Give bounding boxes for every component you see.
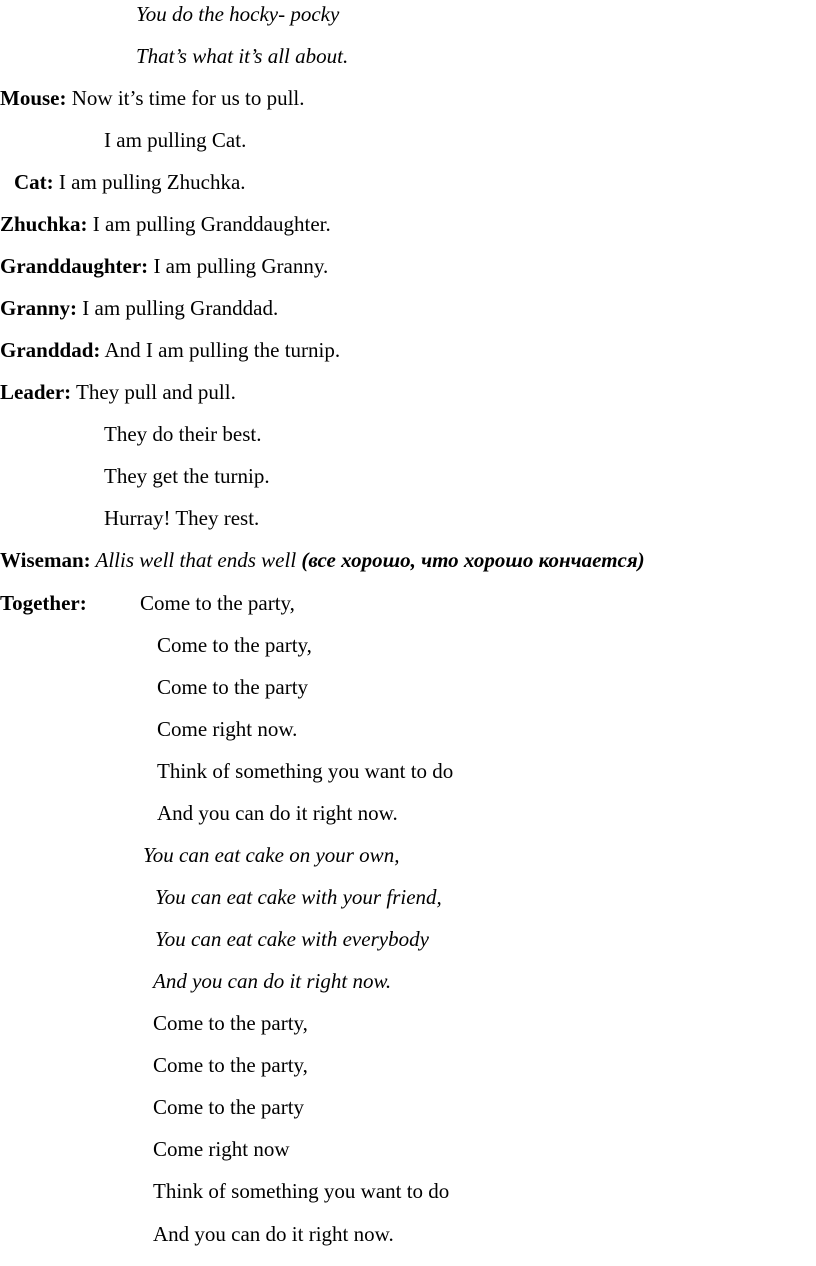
- line-text: They get the turnip.: [104, 464, 270, 488]
- line-text: Come to the party: [153, 1095, 305, 1119]
- script-line: [0, 591, 87, 615]
- script-line: [153, 969, 391, 993]
- speaker-label: Together:: [0, 591, 87, 615]
- script-line: [104, 422, 261, 446]
- script-line: [155, 927, 429, 951]
- speaker-label: Granddaughter:: [0, 254, 149, 278]
- line-text: (все хорошо, что хорошо кончается): [301, 548, 645, 572]
- speaker-label: Cat:: [14, 170, 54, 194]
- line-text: And I am pulling the turnip.: [100, 338, 341, 362]
- script-line: [157, 675, 308, 699]
- speaker-label: Leader:: [0, 380, 72, 404]
- line-text: They do their best.: [104, 422, 262, 446]
- script-line: [157, 759, 453, 783]
- script-line: [157, 633, 312, 657]
- script-line: [153, 1222, 394, 1246]
- line-text: Think of something you want to do: [157, 759, 454, 783]
- line-text: And you can do it right now.: [153, 969, 392, 993]
- script-line: [0, 380, 236, 404]
- script-line: [0, 86, 305, 110]
- speaker-label: Granny:: [0, 296, 78, 320]
- line-text: You can eat cake on your own,: [143, 843, 400, 867]
- line-text: You can eat cake with everybody: [155, 927, 429, 951]
- script-line: [0, 212, 331, 236]
- line-text: I am pulling Cat.: [104, 128, 247, 152]
- line-text: I am pulling Zhuchka.: [53, 170, 246, 194]
- script-line: [136, 44, 348, 68]
- script-line: [0, 296, 278, 320]
- line-text: Come to the party: [157, 675, 309, 699]
- line-text: And you can do it right now.: [153, 1222, 394, 1246]
- speaker-label: Zhuchka:: [0, 212, 88, 236]
- line-text: You can eat cake with your friend,: [155, 885, 442, 909]
- line-text: And you can do it right now.: [157, 801, 398, 825]
- script-line: [153, 1137, 290, 1161]
- script-line: [153, 1095, 304, 1119]
- line-text: Come to the party,: [140, 591, 295, 615]
- line-text: Hurray! They rest.: [104, 506, 260, 530]
- line-text: You do the hocky- pocky: [136, 2, 340, 26]
- script-line: [0, 338, 340, 362]
- line-text: Come right now.: [157, 717, 298, 741]
- script-line: [153, 1179, 449, 1203]
- script-line: [153, 1053, 308, 1077]
- line-text: Think of something you want to do: [153, 1179, 450, 1203]
- script-line: [153, 1011, 308, 1035]
- line-text: I am pulling Granny.: [148, 254, 329, 278]
- script-line: [14, 170, 246, 194]
- line-text: Come to the party,: [153, 1053, 308, 1077]
- script-line: [143, 843, 399, 867]
- script-line: [157, 717, 297, 741]
- line-text: They pull and pull.: [71, 380, 236, 404]
- line-text: Come right now: [153, 1137, 290, 1161]
- script-line: [0, 548, 645, 572]
- script-line: [104, 464, 270, 488]
- line-text: Now it’s time for us to pull.: [66, 86, 305, 110]
- line-text: I am pulling Granddad.: [77, 296, 279, 320]
- speaker-label: Granddad:: [0, 338, 101, 362]
- line-text: Allis well that ends well: [90, 548, 302, 572]
- line-text: That’s what it’s all about.: [136, 44, 349, 68]
- script-line: [104, 128, 246, 152]
- script-line: [136, 2, 339, 26]
- line-text: I am pulling Granddaughter.: [87, 212, 331, 236]
- script-line: [155, 885, 442, 909]
- speaker-label: Wiseman:: [0, 548, 91, 572]
- script-line: [157, 801, 398, 825]
- speaker-label: Mouse:: [0, 86, 67, 110]
- line-text: Come to the party,: [157, 633, 312, 657]
- script-line: [140, 591, 295, 615]
- script-line: [104, 506, 259, 530]
- line-text: Come to the party,: [153, 1011, 308, 1035]
- script-line: [0, 254, 328, 278]
